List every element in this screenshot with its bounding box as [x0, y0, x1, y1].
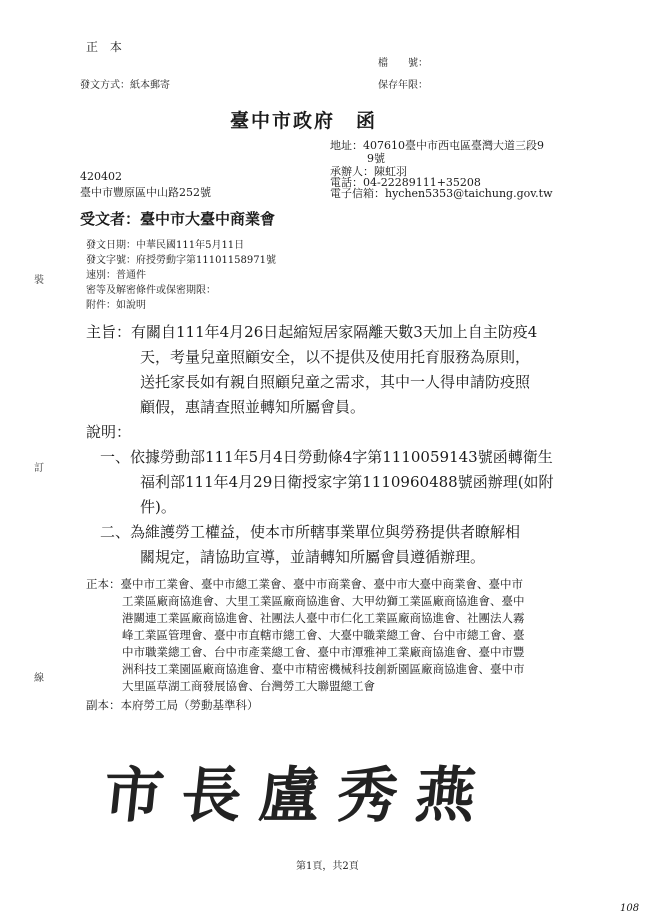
copy-type: 正 本 — [86, 40, 126, 54]
original-recipients-line-4: 峰工業區管理會、臺中市直轄市總工會、大臺中職業總工會、台中市總工會、臺 — [122, 628, 525, 642]
explanation-item-1-line-3: 件)。 — [140, 498, 176, 516]
explanation-label: 說明： — [86, 423, 132, 441]
receiver: 受文者：臺中市大臺中商業會 — [80, 210, 276, 228]
explanation-item-1-line-2: 福利部111年4月29日衛授家字第1110960488號函辦理(如附 — [140, 473, 554, 491]
original-recipients-line-1: 正本：臺中市工業會、臺中市總工業會、臺中市商業會、臺中市大臺中商業會、臺中市 — [86, 577, 523, 591]
original-recipients-line-2: 工業區廠商協進會、大里工業區廠商協進會、大甲幼獅工業區廠商協進會、臺中 — [122, 594, 525, 608]
sender-address-cont: 9號 — [367, 152, 385, 165]
margin-mark-ding: 訂 — [34, 463, 44, 474]
margin-mark-zhuang: 裝 — [34, 275, 44, 286]
retention-period: 保存年限： — [378, 80, 428, 91]
subject-line-4: 顧假，惠請查照並轉知所屬會員。 — [140, 398, 366, 416]
original-recipients-line-6: 洲科技工業園區廠商協進會、臺中市精密機械科技創新園區廠商協進會、臺中市 — [122, 662, 525, 676]
explanation-item-2-line-2: 關規定，請協助宣導，並請轉知所屬會員遵循辦理。 — [140, 548, 486, 566]
issue-date: 發文日期：中華民國111年5月11日 — [86, 240, 245, 251]
email: 電子信箱：hychen5353@taichung.gov.tw — [330, 187, 553, 200]
duplicate-recipients: 副本：本府勞工局（勞動基準科） — [86, 698, 259, 712]
secret-level: 密等及解密條件或保密期限： — [86, 285, 216, 296]
original-recipients-line-7: 大里區草湖工商發展協會、台灣勞工大聯盟總工會 — [122, 679, 375, 693]
subject-line-3: 送托家長如有親自照顧兒童之需求，其中一人得申請防疫照 — [140, 373, 531, 391]
explanation-item-1-line-1: 一、依據勞動部111年5月4日勞動條4字第1110059143號函轉衛生 — [100, 448, 553, 466]
recipient-address: 臺中市豐原區中山路252號 — [80, 186, 211, 199]
attachment: 附件：如說明 — [86, 300, 146, 311]
recipient-zip: 420402 — [80, 170, 122, 183]
subject-line-1: 主旨：有關自111年4月26日起縮短居家隔離天數3天加上自主防疫4 — [86, 323, 538, 341]
explanation-item-2-line-1: 二、為維護勞工權益，使本市所轄事業單位與勞務提供者瞭解相 — [100, 523, 521, 541]
corner-number: 108 — [620, 903, 640, 914]
original-recipients-line-3: 港關連工業區廠商協進會、社團法人臺中市仁化工業區廠商協進會、社團法人霧 — [122, 611, 525, 625]
subject-line-2: 天，考量兒童照顧安全，以不提供及使用托育服務為原則， — [140, 348, 531, 366]
send-method: 發文方式：紙本郵寄 — [80, 80, 170, 91]
page-number: 第1頁，共2頁 — [296, 861, 359, 872]
speed: 速別：普通件 — [86, 270, 146, 281]
margin-mark-xian: 線 — [34, 673, 44, 684]
phone: 電話：04-22289111+35208 — [330, 176, 481, 189]
handler: 承辦人：陳虹羽 — [330, 165, 407, 178]
original-recipients-line-5: 中市職業總工會、台中市產業總工會、臺中市潭雅神工業廠商協進會、臺中市豐 — [122, 645, 525, 659]
sender-address: 地址：407610臺中市西屯區臺灣大道三段9 — [330, 139, 544, 152]
file-number: 檔 號： — [378, 58, 428, 69]
mayor-signature: 市長盧秀燕 — [99, 761, 498, 831]
doc-number: 發文字號：府授勞動字第11101158971號 — [86, 255, 276, 266]
document-title: 臺中市政府 函 — [230, 110, 378, 132]
